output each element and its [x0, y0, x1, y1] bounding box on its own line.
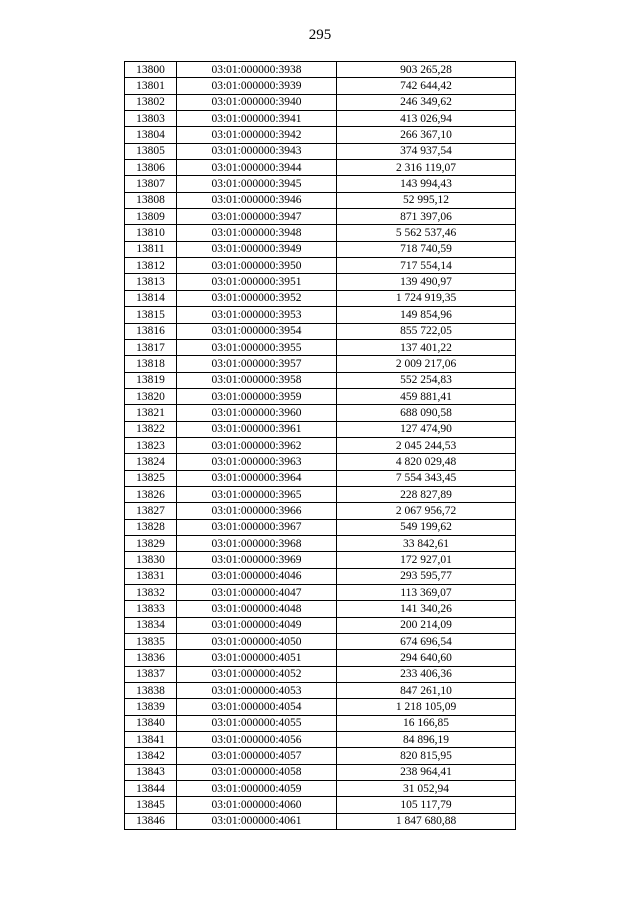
cadastral-value-cell: 1 218 105,09: [337, 699, 516, 715]
cadastral-number-cell: 03:01:000000:3953: [177, 307, 337, 323]
row-number-cell: 13837: [125, 666, 177, 682]
cadastral-number-cell: 03:01:000000:3942: [177, 127, 337, 143]
row-number-cell: 13835: [125, 634, 177, 650]
row-number-cell: 13802: [125, 94, 177, 110]
cadastral-number-cell: 03:01:000000:3951: [177, 274, 337, 290]
cadastral-number-cell: 03:01:000000:4049: [177, 617, 337, 633]
table-row: [125, 323, 516, 339]
row-number-cell: 13812: [125, 258, 177, 274]
cadastral-number-cell: 03:01:000000:3938: [177, 62, 337, 78]
row-number-cell: 13805: [125, 143, 177, 159]
cadastral-number-cell: 03:01:000000:3962: [177, 437, 337, 453]
table-row: [125, 813, 516, 829]
row-number-cell: 13833: [125, 601, 177, 617]
table-row: [125, 748, 516, 764]
cadastral-number-cell: 03:01:000000:4050: [177, 634, 337, 650]
table-row: [125, 241, 516, 257]
table-row: [125, 666, 516, 682]
table-row: [125, 552, 516, 568]
row-number-cell: 13820: [125, 388, 177, 404]
cadastral-number-cell: 03:01:000000:4061: [177, 813, 337, 829]
cadastral-value-cell: 688 090,58: [337, 405, 516, 421]
table-row: [125, 339, 516, 355]
table-row: [125, 437, 516, 453]
cadastral-number-cell: 03:01:000000:4059: [177, 781, 337, 797]
table-row: [125, 405, 516, 421]
table-row: [125, 732, 516, 748]
table-row: [125, 715, 516, 731]
row-number-cell: 13819: [125, 372, 177, 388]
row-number-cell: 13825: [125, 470, 177, 486]
row-number-cell: 13807: [125, 176, 177, 192]
row-number-cell: 13834: [125, 617, 177, 633]
table-row: [125, 797, 516, 813]
cadastral-value-cell: 1 724 919,35: [337, 290, 516, 306]
cadastral-number-cell: 03:01:000000:3943: [177, 143, 337, 159]
row-number-cell: 13842: [125, 748, 177, 764]
cadastral-value-cell: 105 117,79: [337, 797, 516, 813]
row-number-cell: 13818: [125, 356, 177, 372]
table-row: [125, 307, 516, 323]
row-number-cell: 13816: [125, 323, 177, 339]
cadastral-value-table: [124, 61, 516, 830]
cadastral-value-cell: 1 847 680,88: [337, 813, 516, 829]
cadastral-number-cell: 03:01:000000:4055: [177, 715, 337, 731]
cadastral-value-cell: 228 827,89: [337, 486, 516, 502]
table-row: [125, 764, 516, 780]
row-number-cell: 13803: [125, 111, 177, 127]
cadastral-number-cell: 03:01:000000:4053: [177, 683, 337, 699]
cadastral-value-cell: 172 927,01: [337, 552, 516, 568]
cadastral-number-cell: 03:01:000000:4046: [177, 568, 337, 584]
table-row: [125, 535, 516, 551]
row-number-cell: 13804: [125, 127, 177, 143]
row-number-cell: 13809: [125, 209, 177, 225]
page-number: 295: [308, 27, 332, 43]
cadastral-value-cell: 139 490,97: [337, 274, 516, 290]
cadastral-value-cell: 717 554,14: [337, 258, 516, 274]
cadastral-number-cell: 03:01:000000:4056: [177, 732, 337, 748]
cadastral-value-cell: 294 640,60: [337, 650, 516, 666]
cadastral-number-cell: 03:01:000000:3967: [177, 519, 337, 535]
cadastral-number-cell: 03:01:000000:3949: [177, 241, 337, 257]
cadastral-value-cell: 33 842,61: [337, 535, 516, 551]
row-number-cell: 13811: [125, 241, 177, 257]
cadastral-value-cell: 718 740,59: [337, 241, 516, 257]
cadastral-number-cell: 03:01:000000:3945: [177, 176, 337, 192]
cadastral-value-cell: 4 820 029,48: [337, 454, 516, 470]
cadastral-number-cell: 03:01:000000:4047: [177, 585, 337, 601]
row-number-cell: 13841: [125, 732, 177, 748]
cadastral-number-cell: 03:01:000000:3961: [177, 421, 337, 437]
row-number-cell: 13829: [125, 535, 177, 551]
cadastral-value-cell: 246 349,62: [337, 94, 516, 110]
table-row: [125, 388, 516, 404]
cadastral-number-cell: 03:01:000000:4051: [177, 650, 337, 666]
row-number-cell: 13822: [125, 421, 177, 437]
cadastral-number-cell: 03:01:000000:3965: [177, 486, 337, 502]
table-row: [125, 78, 516, 94]
cadastral-value-cell: 459 881,41: [337, 388, 516, 404]
row-number-cell: 13823: [125, 437, 177, 453]
row-number-cell: 13827: [125, 503, 177, 519]
cadastral-value-cell: 674 696,54: [337, 634, 516, 650]
cadastral-number-cell: 03:01:000000:4052: [177, 666, 337, 682]
row-number-cell: 13815: [125, 307, 177, 323]
cadastral-number-cell: 03:01:000000:3940: [177, 94, 337, 110]
table-row: [125, 454, 516, 470]
table-row: [125, 699, 516, 715]
table-row: [125, 421, 516, 437]
cadastral-value-cell: 855 722,05: [337, 323, 516, 339]
table-row: [125, 290, 516, 306]
cadastral-value-cell: 200 214,09: [337, 617, 516, 633]
cadastral-value-cell: 374 937,54: [337, 143, 516, 159]
cadastral-value-cell: 5 562 537,46: [337, 225, 516, 241]
row-number-cell: 13843: [125, 764, 177, 780]
cadastral-value-cell: 871 397,06: [337, 209, 516, 225]
cadastral-number-cell: 03:01:000000:3952: [177, 290, 337, 306]
cadastral-value-cell: 113 369,07: [337, 585, 516, 601]
cadastral-value-cell: 52 995,12: [337, 192, 516, 208]
row-number-cell: 13800: [125, 62, 177, 78]
cadastral-number-cell: 03:01:000000:3957: [177, 356, 337, 372]
cadastral-value-cell: 149 854,96: [337, 307, 516, 323]
row-number-cell: 13832: [125, 585, 177, 601]
cadastral-number-cell: 03:01:000000:3966: [177, 503, 337, 519]
row-number-cell: 13826: [125, 486, 177, 502]
table-row: [125, 634, 516, 650]
row-number-cell: 13813: [125, 274, 177, 290]
cadastral-value-cell: 141 340,26: [337, 601, 516, 617]
table-row: [125, 585, 516, 601]
row-number-cell: 13817: [125, 339, 177, 355]
row-number-cell: 13830: [125, 552, 177, 568]
table-row: [125, 192, 516, 208]
table-row: [125, 683, 516, 699]
cadastral-value-cell: 552 254,83: [337, 372, 516, 388]
cadastral-number-cell: 03:01:000000:3963: [177, 454, 337, 470]
row-number-cell: 13845: [125, 797, 177, 813]
cadastral-number-cell: 03:01:000000:3954: [177, 323, 337, 339]
row-number-cell: 13836: [125, 650, 177, 666]
row-number-cell: 13808: [125, 192, 177, 208]
row-number-cell: 13839: [125, 699, 177, 715]
row-number-cell: 13840: [125, 715, 177, 731]
table-row: [125, 176, 516, 192]
cadastral-value-cell: 2 067 956,72: [337, 503, 516, 519]
row-number-cell: 13810: [125, 225, 177, 241]
row-number-cell: 13801: [125, 78, 177, 94]
cadastral-number-cell: 03:01:000000:4058: [177, 764, 337, 780]
cadastral-number-cell: 03:01:000000:3944: [177, 160, 337, 176]
cadastral-number-cell: 03:01:000000:4060: [177, 797, 337, 813]
table-row: [125, 650, 516, 666]
row-number-cell: 13806: [125, 160, 177, 176]
table-row: [125, 225, 516, 241]
cadastral-value-cell: 7 554 343,45: [337, 470, 516, 486]
cadastral-number-cell: 03:01:000000:3955: [177, 339, 337, 355]
cadastral-value-cell: 16 166,85: [337, 715, 516, 731]
table-row: [125, 94, 516, 110]
table-row: [125, 160, 516, 176]
table-row: [125, 601, 516, 617]
cadastral-number-cell: 03:01:000000:3968: [177, 535, 337, 551]
cadastral-value-cell: 233 406,36: [337, 666, 516, 682]
cadastral-value-cell: 137 401,22: [337, 339, 516, 355]
cadastral-number-cell: 03:01:000000:3958: [177, 372, 337, 388]
cadastral-value-cell: 127 474,90: [337, 421, 516, 437]
cadastral-value-cell: 2 009 217,06: [337, 356, 516, 372]
cadastral-number-cell: 03:01:000000:3946: [177, 192, 337, 208]
table-row: [125, 503, 516, 519]
table-row: [125, 617, 516, 633]
table-row: [125, 356, 516, 372]
cadastral-value-cell: 84 896,19: [337, 732, 516, 748]
table-row: [125, 274, 516, 290]
cadastral-value-cell: 31 052,94: [337, 781, 516, 797]
cadastral-value-cell: 820 815,95: [337, 748, 516, 764]
row-number-cell: 13828: [125, 519, 177, 535]
table-row: [125, 209, 516, 225]
cadastral-value-cell: 549 199,62: [337, 519, 516, 535]
table-row: [125, 568, 516, 584]
cadastral-value-cell: 143 994,43: [337, 176, 516, 192]
cadastral-number-cell: 03:01:000000:3950: [177, 258, 337, 274]
table-row: [125, 519, 516, 535]
table-row: [125, 470, 516, 486]
row-number-cell: 13831: [125, 568, 177, 584]
table-row: [125, 781, 516, 797]
cadastral-number-cell: 03:01:000000:3959: [177, 388, 337, 404]
cadastral-value-cell: 2 316 119,07: [337, 160, 516, 176]
cadastral-value-cell: 742 644,42: [337, 78, 516, 94]
cadastral-number-cell: 03:01:000000:3939: [177, 78, 337, 94]
table-body: [125, 62, 516, 830]
row-number-cell: 13846: [125, 813, 177, 829]
cadastral-value-cell: 2 045 244,53: [337, 437, 516, 453]
row-number-cell: 13814: [125, 290, 177, 306]
table-row: [125, 372, 516, 388]
row-number-cell: 13821: [125, 405, 177, 421]
table-row: [125, 62, 516, 78]
table-row: [125, 258, 516, 274]
cadastral-number-cell: 03:01:000000:3947: [177, 209, 337, 225]
cadastral-value-cell: 903 265,28: [337, 62, 516, 78]
cadastral-value-cell: 847 261,10: [337, 683, 516, 699]
cadastral-number-cell: 03:01:000000:3960: [177, 405, 337, 421]
table-row: [125, 127, 516, 143]
cadastral-value-cell: 413 026,94: [337, 111, 516, 127]
cadastral-value-cell: 293 595,77: [337, 568, 516, 584]
cadastral-number-cell: 03:01:000000:3948: [177, 225, 337, 241]
cadastral-number-cell: 03:01:000000:3964: [177, 470, 337, 486]
cadastral-number-cell: 03:01:000000:3969: [177, 552, 337, 568]
cadastral-number-cell: 03:01:000000:4057: [177, 748, 337, 764]
cadastral-number-cell: 03:01:000000:4048: [177, 601, 337, 617]
table-row: [125, 143, 516, 159]
row-number-cell: 13844: [125, 781, 177, 797]
cadastral-value-cell: 238 964,41: [337, 764, 516, 780]
cadastral-number-cell: 03:01:000000:4054: [177, 699, 337, 715]
cadastral-number-cell: 03:01:000000:3941: [177, 111, 337, 127]
table-row: [125, 111, 516, 127]
table-row: [125, 486, 516, 502]
row-number-cell: 13824: [125, 454, 177, 470]
row-number-cell: 13838: [125, 683, 177, 699]
cadastral-value-cell: 266 367,10: [337, 127, 516, 143]
